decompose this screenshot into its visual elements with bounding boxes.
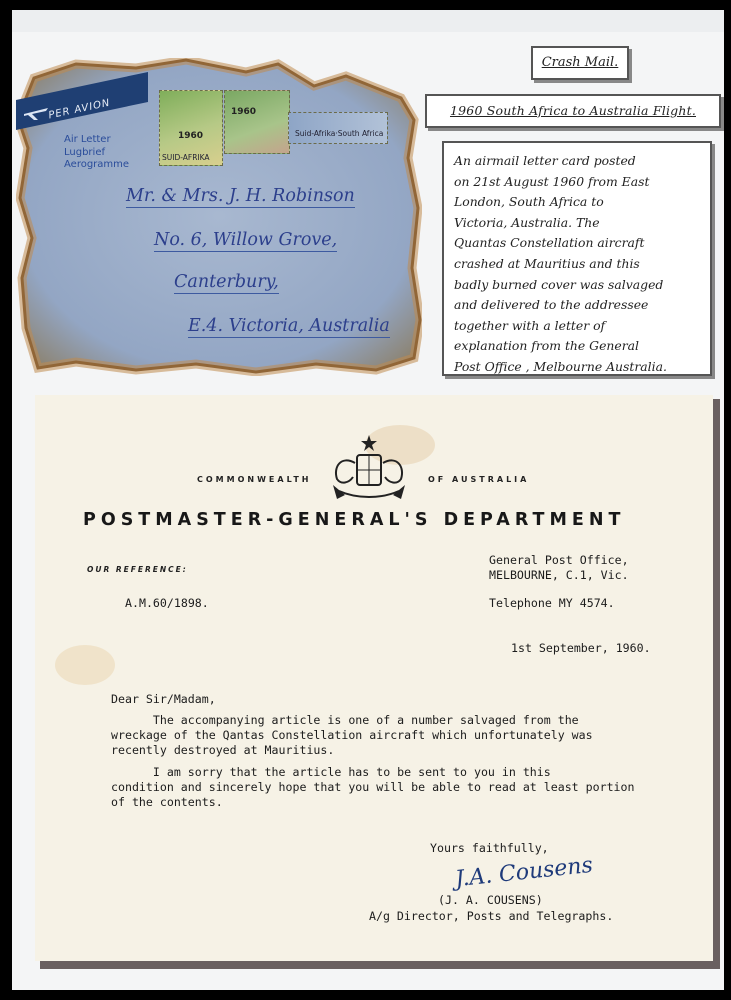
letter-date: 1st September, 1960. [511, 641, 651, 655]
description-line: together with a letter of [454, 317, 606, 333]
stamp-coat-of-arms: 1960 [224, 90, 290, 154]
address-line: Canterbury, [174, 272, 279, 292]
department-title: POSTMASTER-GENERAL'S DEPARTMENT [83, 510, 626, 530]
paper-stain [55, 645, 115, 685]
signatory-title: A/g Director, Posts and Telegraphs. [369, 909, 614, 923]
crash-mail-label: Crash Mail. [531, 46, 629, 80]
description-card [442, 141, 712, 376]
salutation: Dear Sir/Madam, [111, 692, 216, 706]
airmail-label: PER AVION [47, 97, 112, 122]
description-line: on 21st August 1960 from East [454, 173, 650, 189]
telephone: Telephone MY 4574. [489, 596, 615, 610]
reference-number: A.M.60/1898. [125, 596, 209, 610]
signatory-name: (J. A. COUSENS) [438, 893, 543, 907]
gpo-line: General Post Office, [489, 553, 629, 567]
description-line: Victoria, Australia. The [454, 214, 600, 230]
header-commonwealth: COMMONWEALTH [197, 475, 312, 484]
our-reference-label: OUR REFERENCE: [87, 565, 188, 574]
description-line: London, South Africa to [454, 194, 604, 210]
header-of-australia: OF AUSTRALIA [428, 475, 530, 484]
address-line: No. 6, Willow Grove, [154, 230, 338, 250]
flight-title-label: 1960 South Africa to Australia Flight. [425, 94, 721, 128]
pmg-letter [35, 395, 713, 961]
gpo-line: MELBOURNE, C.1, Vic. [489, 568, 629, 582]
description-line: An airmail letter card posted [454, 153, 636, 168]
album-page [12, 10, 724, 990]
description-line: Post Office , Melbourne Australia. [454, 358, 667, 374]
stamp-blue: Suid-Afrika·South Africa [288, 112, 388, 144]
stamp-green: 1960 SUID-AFRIKA [159, 90, 223, 166]
description-line: crashed at Mauritius and this [454, 255, 640, 271]
closing: Yours faithfully, [430, 841, 549, 855]
burned-envelope [16, 58, 422, 376]
handwritten-signature: J.A. Cousens [454, 852, 594, 893]
air-letter-label: Air Letter Lugbrief Aerogramme [64, 134, 130, 170]
description-line: explanation from the General [454, 338, 639, 354]
description-line: and delivered to the addressee [454, 297, 649, 313]
body-paragraph-1: The accompanying article is one of a number salvaged from the wreckage of the Qantas Constellation aircraft which unfortunately was recently destroyed at Mauritius. [111, 713, 593, 757]
body-paragraph-2: I am sorry that the article has to be sent to you in this condition and sincerely hope that you will be able to read at least portion of the contents. [111, 765, 635, 809]
address-line: Mr. & Mrs. J. H. Robinson [126, 186, 355, 206]
description-line: badly burned cover was salvaged [454, 276, 664, 292]
description-line: Quantas Constellation aircraft [454, 235, 645, 251]
coat-of-arms-icon [327, 433, 411, 505]
airplane-icon [22, 102, 50, 122]
page-top-strip [12, 10, 724, 32]
address-line: E.4. Victoria, Australia [188, 316, 390, 336]
